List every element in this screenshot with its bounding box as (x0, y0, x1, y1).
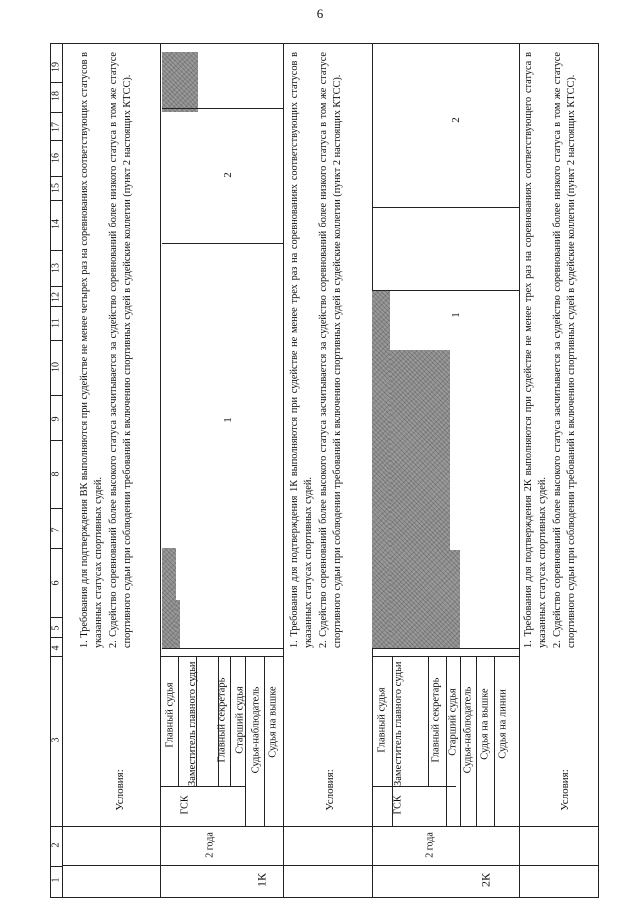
conditions-label-2k: Условия: (559, 769, 571, 811)
header-tick-0 (50, 866, 62, 867)
category-1k: 1К (254, 872, 269, 888)
role-tower-judge-2k: Судья на вышке (479, 688, 491, 760)
shade-1k-b (176, 600, 180, 648)
role-observer-2k: Судья-наблюдатель (462, 686, 474, 774)
column-number-7: 7 (50, 527, 62, 533)
role-tower-judge-1k: Судья на вышке (267, 686, 279, 758)
value-2k-a: 1 (450, 312, 462, 318)
role-rule-2k-0 (428, 656, 429, 786)
role-deputy-chief-1k: Заместитель главного судьи (187, 661, 198, 786)
gsk-bottom-1k (160, 786, 246, 787)
role-chief-secretary-2k: Главный секретарь (430, 677, 442, 763)
header-tick-17 (50, 82, 62, 83)
requirements-vk: 1. Требования для подтверждения ВК выполняются при судействе не менее четырех раз на соревнованиях соответствующих статусов в указанных статусах спортивных судей. 2. Судейство соревнований более высокого статуса засчитывается за судейство соревнований более низкого статуса в том же статусе спортивного судьи при соблюдении требований к включению спортивных судей в судейские коллегии (пункт 2 настоящих КТСС). (79, 52, 133, 648)
header-tick-12 (50, 250, 62, 251)
value-1k-b: 2 (222, 172, 234, 178)
header-tick-5 (50, 548, 62, 549)
header-tick-2 (50, 656, 62, 657)
column-number-1: 1 (50, 877, 62, 883)
header-tick-16 (50, 112, 62, 113)
role-rule-3 (230, 656, 231, 786)
column-number-17: 17 (50, 122, 62, 132)
shade-2k-c (390, 550, 460, 648)
table-border-right (598, 43, 599, 898)
term-2k: 2 года (424, 832, 436, 858)
requirements-2k: 1. Требования для подтверждения 2К выполняются при судействе не менее трех раз на соревнованиях соответствующего статуса в указанных статусах спортивных судей. 2. Судейство соревнований более высокого статуса засчитывается за судейство соревнований более низкого статуса в том же статусе спортивного судьи при соблюдении требований к включению спортивных судей в судейские коллегии (пункт 2 настоящих КТСС). (523, 52, 577, 648)
category-2k: 2К (478, 872, 493, 888)
value-2k-b: 2 (450, 117, 462, 123)
column-number-8: 8 (50, 471, 62, 477)
column-number-9: 9 (50, 416, 62, 422)
gsk-col-1k (178, 656, 179, 786)
header-tick-14 (50, 176, 62, 177)
header-tick-8 (50, 395, 62, 396)
role-chief-judge-2k: Главный судья (376, 687, 388, 753)
shade-2k-a (372, 290, 390, 648)
chart-rule-1k-mid (162, 243, 284, 244)
role-observer-1k: Судья-наблюдатель (250, 686, 262, 774)
chart-rule-2k-top (372, 207, 520, 208)
role-line-judge-2k: Судья на линии (497, 689, 509, 759)
shade-vk-top (162, 52, 198, 112)
conditions-label-vk: Условия: (114, 769, 126, 811)
chart-rule-1k-bottom (162, 648, 284, 649)
conditions-label-1k: Условия: (324, 769, 336, 811)
column-number-2: 2 (50, 842, 62, 848)
header-tick-15 (50, 140, 62, 141)
role-rule-2k-2 (460, 656, 461, 826)
column-number-12: 12 (50, 292, 62, 302)
column-number-19: 19 (50, 62, 62, 72)
gsk-label-2k: ГСК (392, 795, 404, 815)
role-rule-2k-4 (494, 656, 495, 826)
column-number-4: 4 (50, 645, 62, 651)
chart-rule-1k-top (162, 108, 284, 109)
chart-rule-2k-bottom (372, 648, 520, 649)
role-deputy-chief-2k: Заместитель главного судьи (393, 661, 404, 786)
section-divider-1 (160, 43, 161, 897)
role-rule-2k-3 (476, 656, 477, 826)
role-rule-2k-1 (446, 656, 447, 826)
column-number-18: 18 (50, 91, 62, 101)
header-tick-9 (50, 340, 62, 341)
header-divider (62, 43, 63, 897)
role-senior-judge-2k: Старший судья (447, 688, 459, 756)
requirements-1k: 1. Требования для подтверждения 1К выполняются при судействе не менее трех раз на соревнованиях соответствующих статусов в указанных статусах спортивных судей. 2. Судейство соревнований более высокого статуса засчитывается за судейство соревнований более низкого статуса в том же статусе спортивного судьи при соблюдении требований к включению спортивных судей в судейские коллегии (пункт 2 настоящих КТСС). (289, 52, 343, 648)
column-number-14: 14 (50, 219, 62, 229)
gsk-bottom-2k (372, 786, 456, 787)
header-tick-7 (50, 440, 62, 441)
column-number-11: 11 (50, 318, 62, 328)
role-chief-judge-1k: Главный судья (164, 682, 176, 748)
table-border-top (50, 43, 598, 44)
section-divider-4 (519, 43, 520, 897)
header-tick-6 (50, 508, 62, 509)
column-number-13: 13 (50, 263, 62, 273)
section-divider-2 (283, 43, 284, 897)
role-chief-secretary-1k: Главный секретарь (216, 677, 228, 763)
table-border-bottom (50, 897, 599, 898)
column-number-6: 6 (50, 580, 62, 586)
header-tick-11 (50, 286, 62, 287)
header-tick-1 (50, 826, 62, 827)
column-number-3: 3 (50, 737, 62, 743)
row-rule-cond (62, 826, 598, 827)
header-tick-4 (50, 617, 62, 618)
gsk-label-1k: ГСК (179, 795, 191, 815)
shade-2k-b (390, 350, 450, 550)
header-tick-10 (50, 306, 62, 307)
page-number: 6 (316, 6, 324, 21)
column-number-16: 16 (50, 153, 62, 163)
value-1k-a: 1 (222, 417, 234, 423)
roles-split2-1k (264, 656, 265, 826)
row-rule-cat (62, 865, 598, 866)
column-number-10: 10 (50, 362, 62, 372)
header-tick-3 (50, 637, 62, 638)
chart-rule-2k-mid (372, 290, 520, 291)
term-1k: 2 года (204, 832, 216, 858)
table-border-left (50, 43, 51, 897)
role-senior-judge-1k: Старший судья (234, 686, 246, 754)
shade-1k-a (162, 548, 176, 648)
column-number-15: 15 (50, 183, 62, 193)
column-number-5: 5 (50, 625, 62, 631)
header-tick-13 (50, 200, 62, 201)
